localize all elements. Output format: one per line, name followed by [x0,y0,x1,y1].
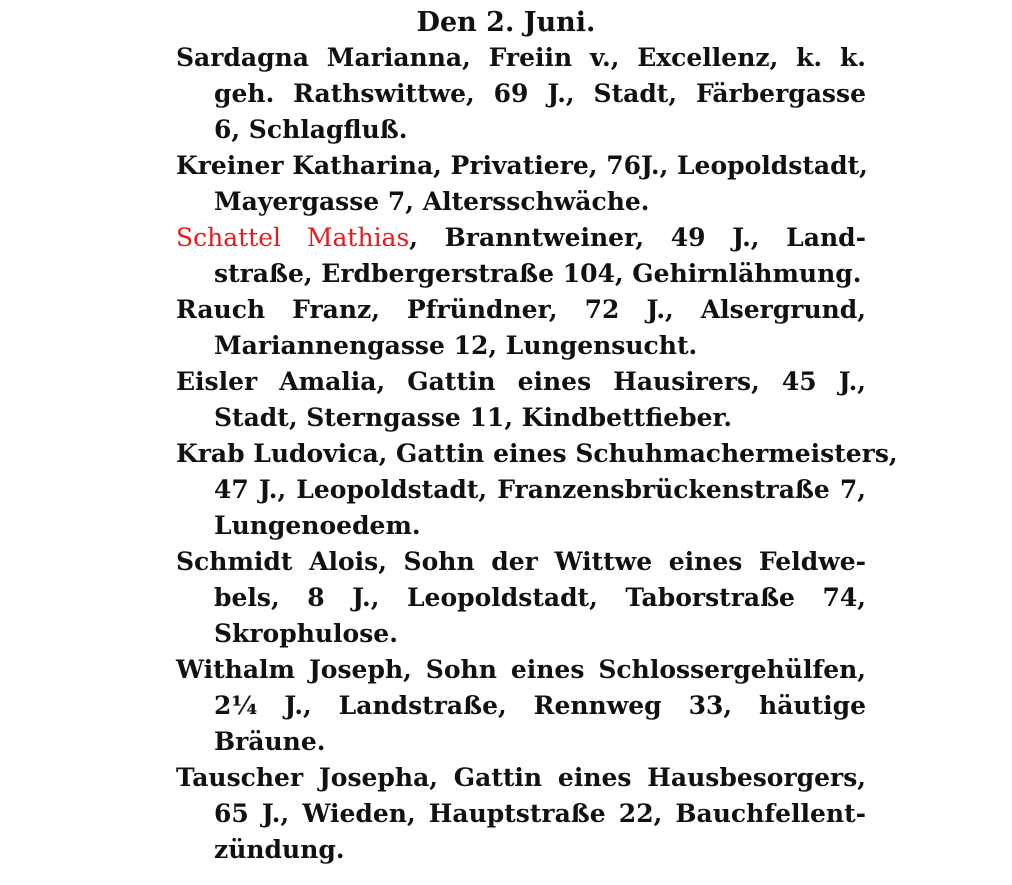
register-entry [176,652,866,760]
entry-line: Schmidt Alois, Sohn der Wittwe eines Feldwe- [176,547,866,576]
entry-line: 2¼ J., Landstraße, Rennweg 33, häutige [214,691,866,720]
death-register-list [176,40,898,868]
entry-line: Mayergasse 7, Altersschwäche. [214,187,650,216]
entry-line [176,220,866,256]
entry-line: bels, 8 J., Leopoldstadt, Taborstraße 74, [214,583,866,612]
register-entry [176,760,866,868]
entry-line: Eisler Amalia, Gattin eines Hausirers, 45 J., [176,367,866,396]
entry-line-text: , Branntweiner, 49 J., Land- [409,223,866,252]
entry-line: Kreiner Katharina, Privatiere, 76J., Leopoldstadt, [176,151,868,180]
entry-line: Skrophulose. [214,619,398,648]
register-entry-highlighted [176,220,866,292]
entry-line: Stadt, Sterngasse 11, Kindbettfieber. [214,403,733,432]
register-entry [176,148,866,220]
register-entry [176,364,866,436]
entry-line: zündung. [214,835,345,864]
entry-line: Bräune. [214,727,326,756]
entry-line: 6, Schlagfluß. [214,115,408,144]
highlighted-name: Schattel Mathias [176,223,410,252]
register-entry [176,436,898,544]
entry-line: Mariannengasse 12, Lungensucht. [214,331,698,360]
entry-line: 47 J., Leopoldstadt, Franzensbrückenstraße 7, [214,475,866,504]
entry-line: Lungenoedem. [214,511,421,540]
entry-line: straße, Erdbergerstraße 104, Gehirnlähmung. [214,259,862,288]
page-heading: Den 2. Juni. [416,7,596,38]
entry-line: geh. Rathswittwe, 69 J., Stadt, Färbergasse [214,79,866,108]
register-entry [176,292,866,364]
register-entry [176,40,866,148]
entry-line: Sardagna Marianna, Freiin v., Excellenz, k. k. [176,43,866,72]
entry-line: Withalm Joseph, Sohn eines Schlossergehülfen, [176,655,866,684]
register-entry [176,544,866,652]
entry-line: Krab Ludovica, Gattin eines Schuhmachermeisters, [176,439,898,468]
entry-line: Rauch Franz, Pfründner, 72 J., Alsergrund, [176,295,866,324]
entry-line: 65 J., Wieden, Hauptstraße 22, Bauchfellent- [214,799,866,828]
entry-line: Tauscher Josepha, Gattin eines Hausbesorgers, [176,763,866,792]
